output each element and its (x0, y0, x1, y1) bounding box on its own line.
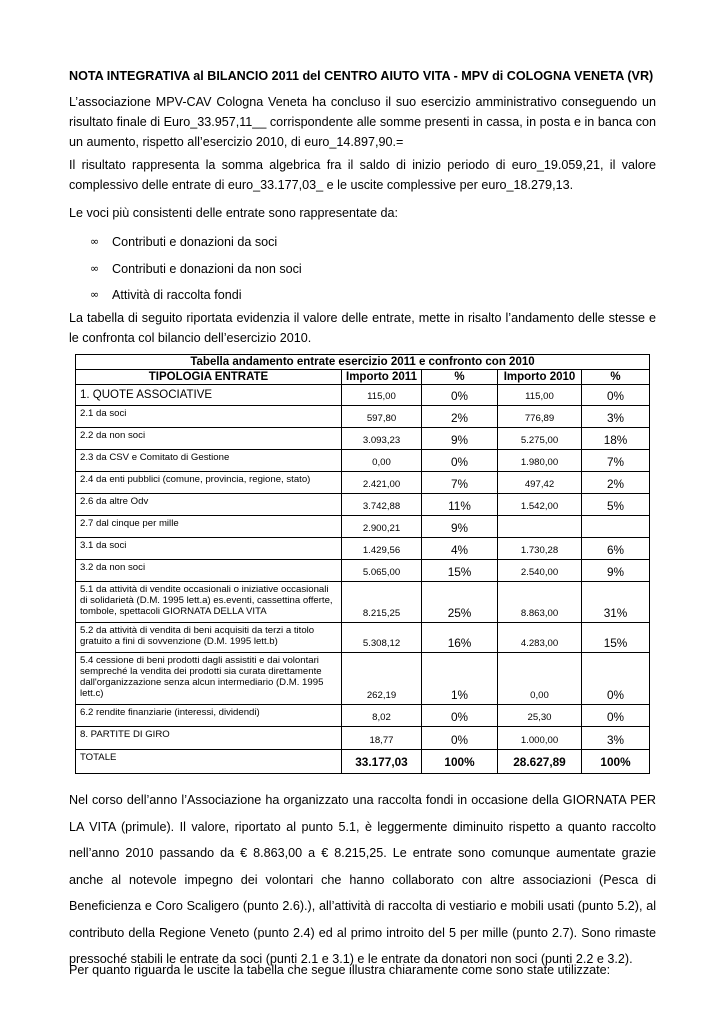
table-row (76, 385, 650, 406)
total-label: TOTALE (76, 750, 342, 774)
bullet-text: Attività di raccolta fondi (112, 288, 242, 303)
amount-2010: 4.283,00 (498, 623, 582, 653)
amount-2011: 5.065,00 (342, 560, 422, 582)
row-description: 5.1 da attività di vendite occasionali o iniziative occasionali di solidarietà (D.M. 1995 lett.a) es.eventi, cassettina offerte, tombole, spettacoli GIORNATA DELLA VITA (76, 582, 342, 623)
row-description: 2.3 da CSV e Comitato di Gestione (76, 450, 342, 472)
paragraph-main-entries: Le voci più consistenti delle entrate sono rappresentate da: (69, 206, 399, 220)
row-description: 3.1 da soci (76, 538, 342, 560)
amount-2010 (498, 516, 582, 538)
amount-2011: 0,00 (342, 450, 422, 472)
amount-2011: 3.742,88 (342, 494, 422, 516)
bullet-text: Contributi e donazioni da soci (112, 235, 278, 250)
percent-2010: 31% (582, 582, 650, 623)
table-row (76, 560, 650, 582)
list-item (90, 229, 302, 256)
paragraph-algebraic-sum: Il risultato rappresenta la somma algebrica fra il saldo di inizio periodo di euro_19.059,21, il valore complessivo delle entrate di euro_33.177,03_ e le uscite complessive per euro_18.279,13. (69, 158, 656, 192)
table-row (76, 705, 650, 727)
amount-2011: 18,77 (342, 727, 422, 750)
percent-2011: 9% (422, 516, 498, 538)
amount-2010: 1.730,28 (498, 538, 582, 560)
row-description: 2.7 dal cinque per mille (76, 516, 342, 538)
row-description: 2.6 da altre Odv (76, 494, 342, 516)
percent-2010: 15% (582, 623, 650, 653)
percent-2011: 0% (422, 727, 498, 750)
amount-2011: 8,02 (342, 705, 422, 727)
amount-2011: 5.308,12 (342, 623, 422, 653)
percent-2010: 9% (582, 560, 650, 582)
percent-2010: 18% (582, 428, 650, 450)
table-row (76, 582, 650, 623)
row-description: 5.4 cessione di beni prodotti dagli assistiti e dai volontari sempreché la vendita dei prodotti sia curata direttamente dall'organizzazione senza alcun intermediario (D.M. 1995 lett.c) (76, 653, 342, 705)
amount-2011: 2.421,00 (342, 472, 422, 494)
amount-2011: 115,00 (342, 385, 422, 406)
amount-2010: 1.542,00 (498, 494, 582, 516)
percent-2010: 6% (582, 538, 650, 560)
paragraph-result: L’associazione MPV-CAV Cologna Veneta ha concluso il suo esercizio amministrativo conseguendo un risultato finale di Euro_33.957,11__ corrispondente alle somme presenti in cassa, in posta e in banca con un aumento, rispetto all’esercizio 2010, di euro_14.897,90.= (69, 95, 656, 149)
list-item (90, 256, 302, 283)
percent-2010: 0% (582, 653, 650, 705)
table-caption: Tabella andamento entrate esercizio 2011 e confronto con 2010 (76, 355, 650, 370)
table-row (76, 653, 650, 705)
total-amount-2011: 33.177,03 (342, 750, 422, 774)
amount-2010: 2.540,00 (498, 560, 582, 582)
percent-2010 (582, 516, 650, 538)
percent-2010: 3% (582, 727, 650, 750)
percent-2010: 3% (582, 406, 650, 428)
row-description: 1. QUOTE ASSOCIATIVE (76, 385, 342, 406)
amount-2010: 0,00 (498, 653, 582, 705)
table-row (76, 406, 650, 428)
infinity-bullet-icon: ∞ (90, 235, 100, 249)
column-header: Importo 2011 (342, 370, 422, 385)
table-row (76, 623, 650, 653)
column-header: % (422, 370, 498, 385)
table-row (76, 516, 650, 538)
row-description: 2.4 da enti pubblici (comune, provincia, regione, stato) (76, 472, 342, 494)
percent-2011: 25% (422, 582, 498, 623)
table-total-row (76, 750, 650, 774)
percent-2011: 15% (422, 560, 498, 582)
total-amount-2010: 28.627,89 (498, 750, 582, 774)
percent-2011: 9% (422, 428, 498, 450)
list-item (90, 282, 302, 309)
amount-2010: 115,00 (498, 385, 582, 406)
amount-2011: 262,19 (342, 653, 422, 705)
entries-table (75, 354, 650, 774)
row-description: 5.2 da attività di vendita di beni acquisiti da terzi a titolo gratuito a fini di sovvenzione (D.M. 1995 lett.b) (76, 623, 342, 653)
percent-2011: 16% (422, 623, 498, 653)
percent-2010: 0% (582, 385, 650, 406)
percent-2011: 7% (422, 472, 498, 494)
table-row (76, 472, 650, 494)
amount-2011: 3.093,23 (342, 428, 422, 450)
percent-2010: 5% (582, 494, 650, 516)
column-header: TIPOLOGIA ENTRATE (76, 370, 342, 385)
paragraph-table-intro: La tabella di seguito riportata evidenzia il valore delle entrate, mette in risalto l’andamento delle stesse e le confronta col bilancio dell’esercizio 2010. (69, 311, 656, 345)
amount-2011: 597,80 (342, 406, 422, 428)
row-description: 2.1 da soci (76, 406, 342, 428)
table-row (76, 727, 650, 750)
document-title: NOTA INTEGRATIVA al BILANCIO 2011 del CENTRO AIUTO VITA - MPV di COLOGNA VENETA (VR) (69, 69, 654, 83)
row-description: 2.2 da non soci (76, 428, 342, 450)
amount-2010: 1.000,00 (498, 727, 582, 750)
infinity-bullet-icon: ∞ (90, 288, 100, 302)
amount-2010: 8.863,00 (498, 582, 582, 623)
paragraph-expenses-intro: Per quanto riguarda le uscite la tabella che segue illustra chiaramente come sono state utilizzate: (69, 963, 611, 977)
percent-2010: 7% (582, 450, 650, 472)
column-header: % (582, 370, 650, 385)
percent-2011: 2% (422, 406, 498, 428)
amount-2011: 1.429,56 (342, 538, 422, 560)
infinity-bullet-icon: ∞ (90, 261, 100, 275)
bullet-text: Contributi e donazioni da non soci (112, 261, 302, 276)
amount-2010: 25,30 (498, 705, 582, 727)
amount-2010: 5.275,00 (498, 428, 582, 450)
paragraph-fundraising: Nel corso dell’anno l’Associazione ha organizzato una raccolta fondi in occasione della GIORNATA PER LA VITA (primule). Il valore, riportato al punto 5.1, è leggermente diminuito rispetto a quanto raccolto nell’anno 2010 passando da € 8.863,00 a € 8.215,25. Le entrate sono comunque aumentate grazie anche al notevole impegno dei volontari che hanno collaborato con altre associazioni (Pesca di Beneficienza e Coro Scaligero (punto 2.6).), all’attività di raccolta di vestiario e mobili usati (punto 5.2), al contributo della Regione Veneto (punto 2.4) ed al primo introito del 5 per mille (punto 2.7). Sono rimaste pressoché stabili le entrate da soci (punti 2.1 e 3.1) e le entrate da donatori non soci (punti 2.2 e 3.2). (69, 793, 656, 966)
percent-2011: 0% (422, 705, 498, 727)
table-row (76, 538, 650, 560)
percent-2010: 2% (582, 472, 650, 494)
percent-2011: 0% (422, 450, 498, 472)
percent-2011: 1% (422, 653, 498, 705)
table-header-row (76, 370, 650, 385)
total-percent-2010: 100% (582, 750, 650, 774)
percent-2011: 11% (422, 494, 498, 516)
amount-2011: 8.215,25 (342, 582, 422, 623)
percent-2011: 4% (422, 538, 498, 560)
amount-2011: 2.900,21 (342, 516, 422, 538)
amount-2010: 1.980,00 (498, 450, 582, 472)
percent-2011: 0% (422, 385, 498, 406)
table-row (76, 494, 650, 516)
amount-2010: 497,42 (498, 472, 582, 494)
column-header: Importo 2010 (498, 370, 582, 385)
table-row (76, 450, 650, 472)
entries-bullet-list (90, 229, 302, 309)
amount-2010: 776,89 (498, 406, 582, 428)
row-description: 3.2 da non soci (76, 560, 342, 582)
row-description: 8. PARTITE DI GIRO (76, 727, 342, 750)
row-description: 6.2 rendite finanziarie (interessi, dividendi) (76, 705, 342, 727)
total-percent-2011: 100% (422, 750, 498, 774)
percent-2010: 0% (582, 705, 650, 727)
table-row (76, 428, 650, 450)
